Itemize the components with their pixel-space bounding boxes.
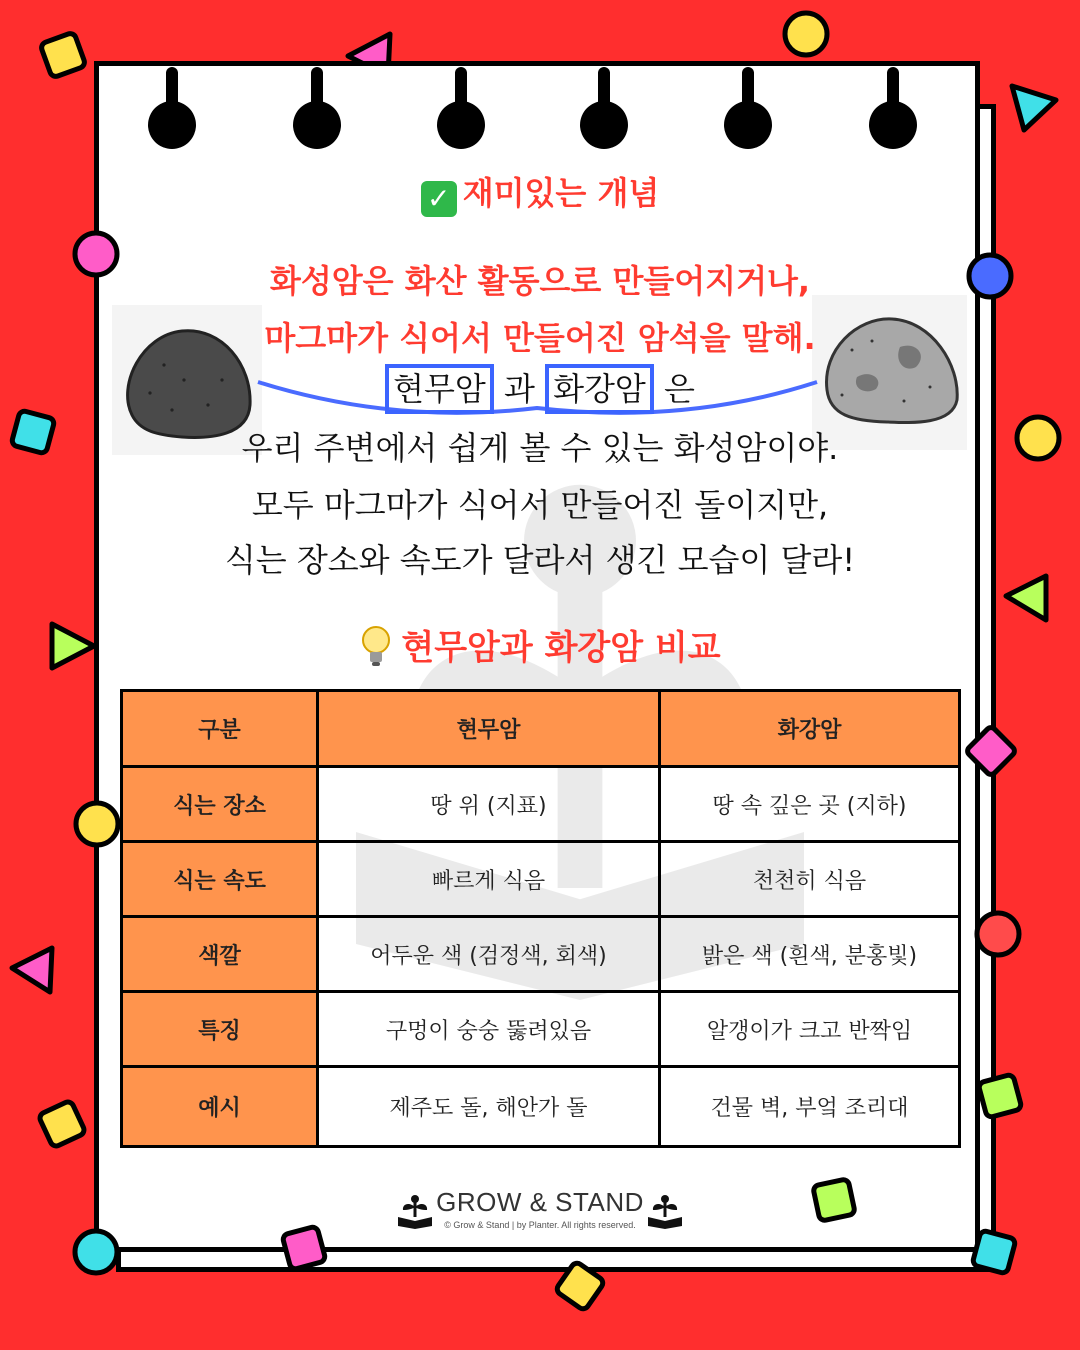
- confetti-circle-icon: [972, 908, 1024, 960]
- table-cell: 구멍이 숭숭 뚫려있음: [318, 992, 660, 1067]
- table-header-cell: 화강암: [660, 691, 960, 767]
- row-label-cell: 식는 속도: [122, 842, 318, 917]
- table-cell: 땅 속 깊은 곳 (지하): [660, 767, 960, 842]
- table-cell: 빠르게 식음: [318, 842, 660, 917]
- table-row: [122, 917, 960, 992]
- confetti-triangle-icon: [1004, 78, 1064, 138]
- confetti-square-icon: [33, 25, 93, 85]
- table-header-row: [122, 691, 960, 767]
- table-cell: 알갱이가 크고 반짝임: [660, 992, 960, 1067]
- confetti-circle-icon: [780, 8, 832, 60]
- binder-ring-icon: [580, 67, 628, 153]
- confetti-square-icon: [970, 1066, 1030, 1126]
- section-heading-comparison: [0, 620, 1080, 669]
- section-title: 현무암과 화강암 비교: [401, 628, 721, 668]
- intro-line-3: [0, 364, 1080, 414]
- confetti-square-icon: [32, 1094, 92, 1154]
- table-cell: 천천히 식음: [660, 842, 960, 917]
- highlight-granite: 화강암: [545, 364, 654, 414]
- confetti-circle-icon: [70, 1226, 122, 1278]
- footer: [0, 1187, 1080, 1230]
- row-label-cell: 색깔: [122, 917, 318, 992]
- check-mark-icon: ✓: [421, 181, 457, 217]
- confetti-square-icon: [960, 720, 1022, 782]
- brand-name: GROW & STAND: [436, 1187, 644, 1217]
- connector-word: 과: [503, 370, 535, 408]
- table-cell: 땅 위 (지표): [318, 767, 660, 842]
- intro-line-6: 식는 장소와 속도가 달라서 생긴 모습이 달라!: [224, 541, 856, 579]
- highlight-basalt: 현무암: [385, 364, 494, 414]
- confetti-square-icon: [964, 1222, 1024, 1282]
- section-title: 재미있는 개념: [462, 174, 660, 212]
- table-row: [122, 842, 960, 917]
- binder-ring-icon: [724, 67, 772, 153]
- confetti-square-icon: [548, 1254, 612, 1318]
- binder-ring-icon: [869, 67, 917, 153]
- table-cell: 어두운 색 (검정색, 회색): [318, 917, 660, 992]
- binder-ring-icon: [293, 67, 341, 153]
- table-header-cell: 현무암: [318, 691, 660, 767]
- confetti-triangle-icon: [4, 940, 64, 1000]
- table-row: [122, 767, 960, 842]
- row-label-cell: 특징: [122, 992, 318, 1067]
- binder-ring-icon: [437, 67, 485, 153]
- table-row: [122, 1067, 960, 1147]
- intro-line-5: 모두 마그마가 식어서 만들어진 돌이지만,: [251, 486, 829, 524]
- confetti-circle-icon: [71, 798, 123, 850]
- particle-word: 은: [664, 370, 695, 408]
- light-bulb-icon: [359, 625, 393, 667]
- row-label-cell: 식는 장소: [122, 767, 318, 842]
- intro-line-4: 우리 주변에서 쉽게 볼 수 있는 화성암이야.: [241, 429, 839, 467]
- table-row: [122, 992, 960, 1067]
- table-cell: 밝은 색 (흰색, 분홍빛): [660, 917, 960, 992]
- table-cell: 건물 벽, 부엌 조리대: [660, 1067, 960, 1147]
- table-header-cell: 구분: [122, 691, 318, 767]
- table-cell: 제주도 돌, 해안가 돌: [318, 1067, 660, 1147]
- binder-ring-icon: [148, 67, 196, 153]
- intro-line-2: 마그마가 식어서 만들어진 암석을 말해.: [264, 319, 816, 357]
- comparison-table: [120, 689, 961, 1148]
- section-heading-concept: [0, 168, 1080, 217]
- row-label-cell: 예시: [122, 1067, 318, 1147]
- intro-line-1: 화성암은 화산 활동으로 만들어지거나,: [269, 262, 811, 300]
- copyright-text: © Grow & Stand | by Planter. All rights reserved.: [444, 1220, 636, 1230]
